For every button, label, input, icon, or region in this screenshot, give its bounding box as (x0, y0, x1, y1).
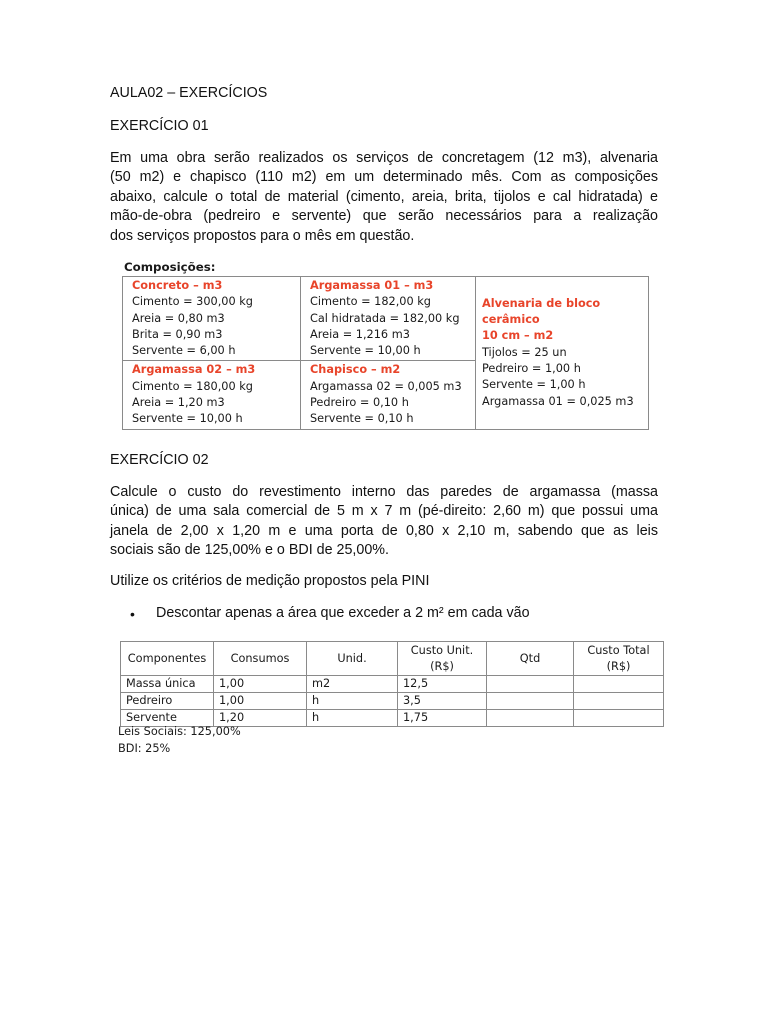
paragraph-line: dos serviços propostos para o mês em questão. (110, 227, 415, 244)
cell-consumo: 1,00 (214, 676, 307, 693)
leis-sociais-note: Leis Sociais: 125,00% (118, 725, 241, 738)
bullet-text: Descontar apenas a área que exceder a 2 m² em cada vão (156, 605, 530, 621)
exercise-01-paragraph (110, 149, 658, 246)
composition-line: Servente = 10,00 h (132, 412, 243, 426)
paragraph-line: mão-de-obra (pedreiro e servente) que serão necessários para a realização (110, 208, 658, 225)
cell-qtd (487, 710, 574, 727)
composition-line: Servente = 1,00 h (482, 378, 586, 392)
composition-title: Concreto – m3 (132, 279, 223, 292)
composition-line: Pedreiro = 0,10 h (310, 396, 409, 410)
composition-title: Argamassa 01 – m3 (310, 279, 434, 292)
composition-title: Alvenaria de bloco cerâmico (482, 296, 601, 327)
composition-line: Brita = 0,90 m3 (132, 327, 223, 341)
paragraph-line: Calcule o custo do revestimento interno das paredes de argamassa (massa (110, 484, 658, 500)
paragraph-line: sociais são de 125,00% e o BDI de 25,00%. (110, 542, 389, 559)
header-qtd: Qtd (487, 642, 574, 676)
table-row (121, 693, 664, 710)
compositions-table (122, 276, 649, 430)
exercise-01-title: EXERCÍCIO 01 (110, 118, 209, 134)
composition-concreto (123, 277, 301, 361)
bdi-note: BDI: 25% (118, 742, 171, 755)
composition-title: 10 cm – m2 (482, 329, 554, 343)
composition-line: Areia = 1,216 m3 (310, 327, 410, 341)
composition-line: Areia = 1,20 m3 (132, 396, 225, 410)
bullet-dot: • (130, 606, 135, 622)
composition-line: Servente = 10,00 h (310, 344, 421, 358)
paragraph-line: Em uma obra serão realizados os serviços de concretagem (12 m3), alvenaria (110, 150, 658, 166)
composition-line: Servente = 0,10 h (310, 412, 414, 426)
cell-custo-unit: 1,75 (398, 710, 487, 727)
header-consumos: Consumos (214, 642, 307, 676)
cell-unid: h (307, 710, 398, 727)
composition-title: Argamassa 02 – m3 (132, 363, 256, 377)
cell-custo-unit: 3,5 (398, 693, 487, 710)
cell-custo-unit: 12,5 (398, 676, 487, 693)
paragraph-line: única) de uma sala comercial de 5 m x 7 m (pé-direito: 2,60 m) que possui uma (110, 503, 658, 520)
cell-custo-total (574, 676, 664, 693)
composition-line: Tijolos = 25 un (482, 345, 567, 359)
composition-line: Cimento = 182,00 kg (310, 295, 431, 309)
composition-title: Chapisco – m2 (310, 363, 401, 377)
header-line: (R$) (606, 659, 631, 673)
header-line: Custo Total (587, 643, 650, 657)
paragraph-line: janela de 2,00 x 1,20 m e uma porta de 0,80 x 2,10 m, sabendo que as leis (110, 522, 658, 539)
composition-line: Pedreiro = 1,00 h (482, 361, 581, 375)
cell-custo-total (574, 710, 664, 727)
cell-consumo: 1,20 (214, 710, 307, 727)
composition-line: Cimento = 300,00 kg (132, 295, 253, 309)
cell-unid: h (307, 693, 398, 710)
header-componentes: Componentes (121, 642, 214, 676)
composition-line: Areia = 0,80 m3 (132, 311, 225, 325)
composition-argamassa-02 (123, 361, 301, 429)
cell-unid: m2 (307, 676, 398, 693)
exercise-02-paragraph (110, 483, 658, 561)
composition-line: Argamassa 01 = 0,025 m3 (482, 394, 634, 408)
criteria-text: Utilize os critérios de medição propostos pela PINI (110, 573, 430, 589)
table-row (121, 710, 664, 727)
composition-line: Servente = 6,00 h (132, 344, 236, 358)
composition-line: Argamassa 02 = 0,005 m3 (310, 379, 462, 393)
cost-table (120, 641, 664, 727)
header-line: Custo Unit. (410, 643, 474, 657)
header-unid: Unid. (307, 642, 398, 676)
compositions-label: Composições: (124, 260, 216, 274)
page-title: AULA02 – EXERCÍCIOS (110, 85, 268, 101)
paragraph-line: abaixo, calcule o total de material (cimento, areia, brita, tijolos e cal hidratada) e (110, 188, 658, 205)
composition-line: Cimento = 180,00 kg (132, 379, 253, 393)
cell-qtd (487, 693, 574, 710)
cell-custo-total (574, 693, 664, 710)
exercise-02-title: EXERCÍCIO 02 (110, 452, 209, 468)
table-row (121, 676, 664, 693)
cell-componente: Massa única (121, 676, 214, 693)
composition-line: Cal hidratada = 182,00 kg (310, 311, 460, 325)
composition-chapisco (301, 361, 476, 429)
header-line: (R$) (430, 659, 454, 673)
composition-alvenaria (476, 277, 649, 430)
cell-consumo: 1,00 (214, 693, 307, 710)
cell-componente: Pedreiro (121, 693, 214, 710)
cell-qtd (487, 676, 574, 693)
header-custo-unit (398, 642, 487, 676)
cell-componente: Servente (121, 710, 214, 727)
paragraph-line: (50 m2) e chapisco (110 m2) em um determinado mês. Com as composições (110, 169, 658, 186)
composition-argamassa-01 (301, 277, 476, 361)
header-custo-total (574, 642, 664, 676)
